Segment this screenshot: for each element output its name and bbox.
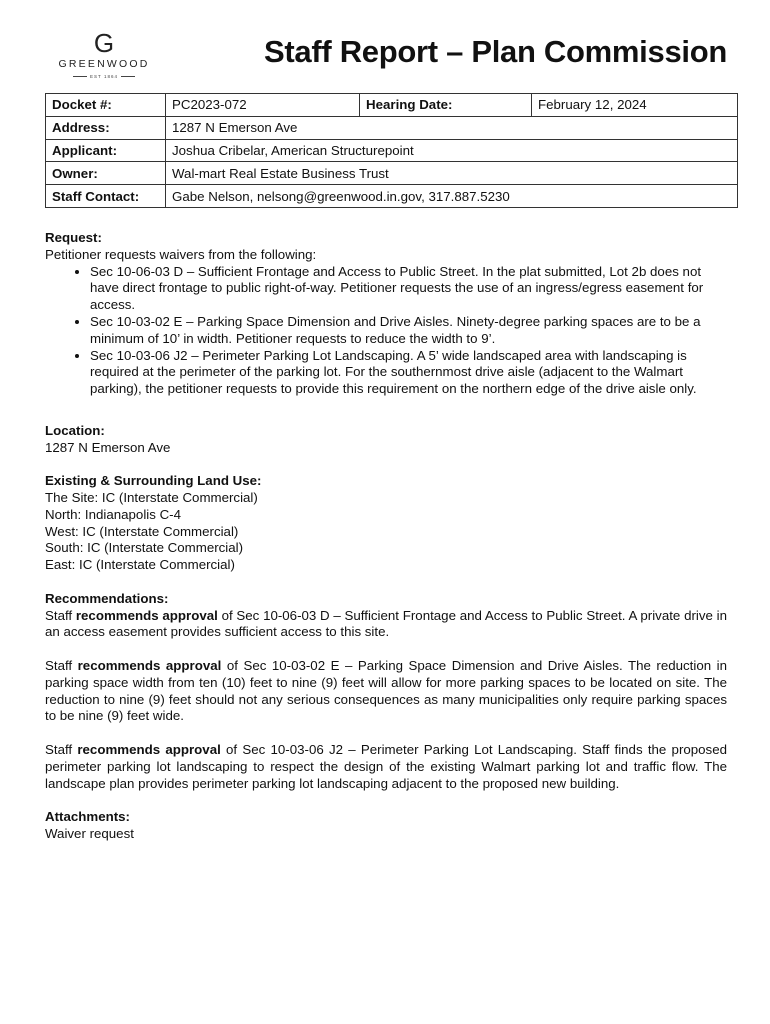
docket-value: PC2023-072 bbox=[166, 94, 360, 117]
request-list bbox=[45, 264, 727, 398]
logo-established: EST 1864 bbox=[52, 74, 156, 79]
land-use-heading: Existing & Surrounding Land Use: bbox=[45, 473, 262, 489]
recommendation-paragraph: Staff recommends approval of Sec 10-03-02 E – Parking Space Dimension and Drive Aisles. The reduction in parking space width from ten (10) feet to nine (9) feet will allow for more parking spaces to be located on site. The reduction to nine (9) feet should not any serious consequences as many municipalities only require parking spaces to be nine (9) feet wide. bbox=[45, 657, 727, 724]
case-info-table bbox=[45, 93, 738, 208]
table-row bbox=[46, 162, 738, 185]
staff-contact-value: Gabe Nelson, nelsong@greenwood.in.gov, 317.887.5230 bbox=[166, 185, 738, 208]
land-use-east: East: IC (Interstate Commercial) bbox=[45, 557, 235, 573]
owner-label: Owner: bbox=[46, 162, 166, 185]
greenwood-logo bbox=[52, 30, 156, 79]
request-intro: Petitioner requests waivers from the following: bbox=[45, 246, 317, 262]
table-row bbox=[46, 94, 738, 117]
applicant-value: Joshua Cribelar, American Structurepoint bbox=[166, 139, 738, 162]
report-body bbox=[45, 230, 727, 843]
location-heading: Location: bbox=[45, 422, 105, 438]
page-title: Staff Report – Plan Commission bbox=[264, 34, 727, 69]
recommendations-heading: Recommendations: bbox=[45, 590, 169, 606]
logo-letter: G bbox=[93, 28, 115, 58]
recommendation-paragraph: Staff recommends approval of Sec 10-06-03 D – Sufficient Frontage and Access to Public Street. A private drive in an access easement provides sufficient access to this site. bbox=[45, 607, 727, 640]
applicant-label: Applicant: bbox=[46, 139, 166, 162]
address-label: Address: bbox=[46, 116, 166, 139]
staff-contact-label: Staff Contact: bbox=[46, 185, 166, 208]
land-use-north: North: Indianapolis C-4 bbox=[45, 506, 181, 522]
land-use-site: The Site: IC (Interstate Commercial) bbox=[45, 489, 258, 505]
hearing-date-value: February 12, 2024 bbox=[532, 94, 738, 117]
table-row bbox=[46, 139, 738, 162]
attachments-heading: Attachments: bbox=[45, 809, 130, 825]
list-item: • Sec 10-03-06 J2 – Perimeter Parking Lot Landscaping. A 5’ wide landscaped area with landscaping is required at the perimeter of the parking lot. For the southernmost drive aisle (adjacent to the Walmart parking), the petitioner requests to provide this requirement on the northern edge of the drive aisle only. bbox=[90, 348, 727, 398]
land-use-south: South: IC (Interstate Commercial) bbox=[45, 540, 244, 556]
attachment-item: Waiver request bbox=[45, 825, 134, 841]
request-heading: Request: bbox=[45, 230, 102, 245]
logo-name: GREENWOOD bbox=[58, 58, 150, 70]
table-row bbox=[46, 116, 738, 139]
location-value: 1287 N Emerson Ave bbox=[45, 439, 171, 455]
address-value: 1287 N Emerson Ave bbox=[166, 116, 738, 139]
docket-label: Docket #: bbox=[46, 94, 166, 117]
list-item: • Sec 10-06-03 D – Sufficient Frontage and Access to Public Street. In the plat submitted, Lot 2b does not have direct frontage to public right-of-way. Petitioner requests the use of an ingress/egress easement for access. bbox=[90, 264, 727, 314]
land-use-west: West: IC (Interstate Commercial) bbox=[45, 523, 239, 539]
owner-value: Wal-mart Real Estate Business Trust bbox=[166, 162, 738, 185]
hearing-date-label: Hearing Date: bbox=[360, 94, 532, 117]
list-item: • Sec 10-03-02 E – Parking Space Dimension and Drive Aisles. Ninety-degree parking spaces are to be a minimum of 10’ in width. Petitioner requests to reduce the width to 9’. bbox=[90, 314, 727, 348]
recommendation-paragraph: Staff recommends approval of Sec 10-03-06 J2 – Perimeter Parking Lot Landscaping. Staff finds the proposed perimeter parking lot landscaping to respect the design of the existing Walmart parking lot and traffic flow. The landscape plan provides perimeter parking lot landscaping adjacent to the proposed new building. bbox=[45, 741, 727, 791]
table-row bbox=[46, 185, 738, 208]
